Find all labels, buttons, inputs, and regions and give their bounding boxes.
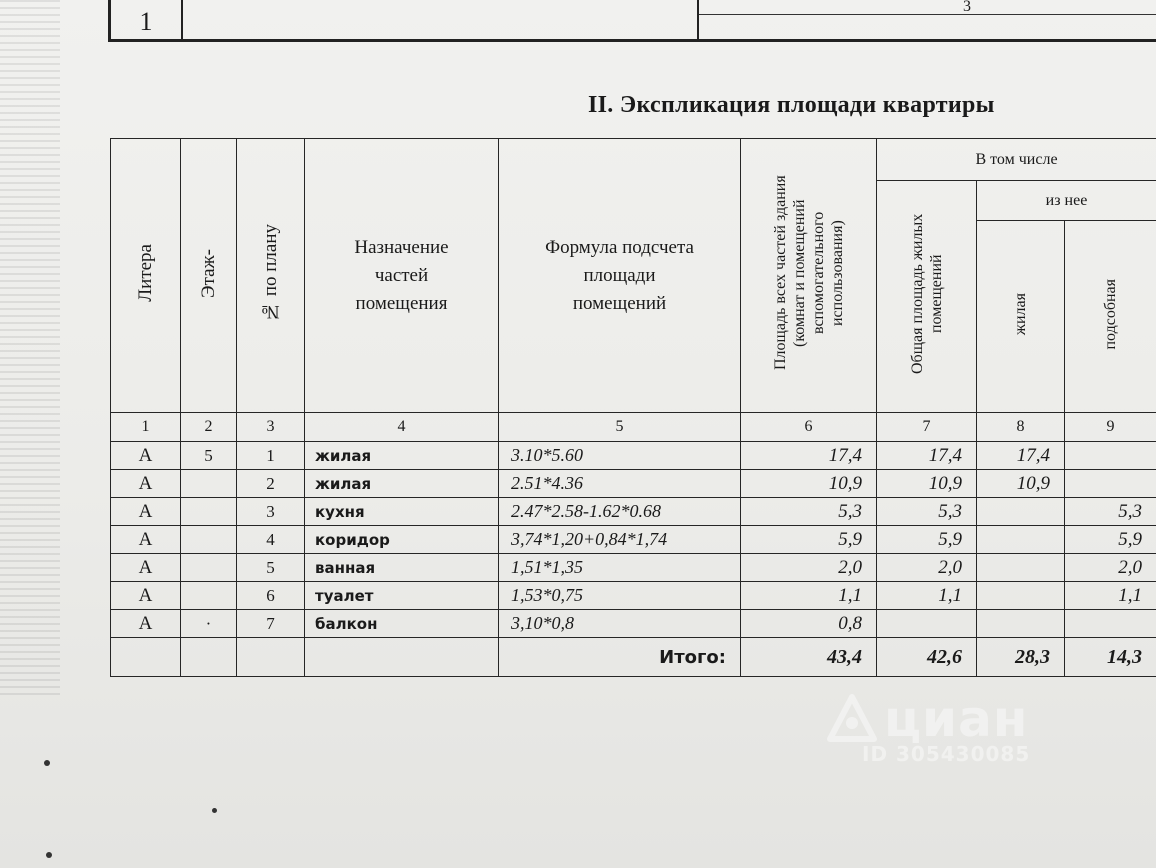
cell-living [977, 582, 1065, 610]
previous-table-fragment [108, 0, 1156, 42]
cell-aux [1065, 610, 1156, 638]
cell-floor [181, 470, 237, 498]
cell-floor [181, 526, 237, 554]
cell-living-total: 2,0 [877, 554, 977, 582]
cell-formula: 3,10*0,8 [499, 610, 741, 638]
table-row [111, 554, 1156, 582]
cell-plan: 4 [237, 526, 305, 554]
watermark-id: ID 305430085 [862, 742, 1031, 766]
table-row [111, 470, 1156, 498]
header-row-1 [111, 139, 1156, 181]
col-number: 9 [1065, 413, 1156, 442]
header-total-area: Площадь всех частей здания (комнат и помещений вспомогательного использования) [741, 139, 877, 413]
cell-living: 17,4 [977, 442, 1065, 470]
total-empty-cell [305, 638, 499, 677]
section-title: II. Экспликация площади квартиры [588, 92, 995, 118]
col-number: 1 [111, 413, 181, 442]
cell-area: 5,9 [741, 526, 877, 554]
cell-litera: А [111, 470, 181, 498]
cell-litera: А [111, 442, 181, 470]
cell-formula: 2.47*2.58-1.62*0.68 [499, 498, 741, 526]
cell-purpose: коридор [305, 526, 499, 554]
cell-aux: 2,0 [1065, 554, 1156, 582]
cell-living-total: 10,9 [877, 470, 977, 498]
cell-area: 0,8 [741, 610, 877, 638]
previous-table-col1: 1 [111, 0, 183, 39]
cell-purpose: кухня [305, 498, 499, 526]
explication-table [110, 138, 1156, 677]
header-living-total: Общая площадь жилых помещений [877, 181, 977, 413]
cell-plan: 2 [237, 470, 305, 498]
table-row [111, 442, 1156, 470]
col-number: 7 [877, 413, 977, 442]
cell-living [977, 526, 1065, 554]
header-floor: Этаж- [181, 139, 237, 413]
total-living: 28,3 [977, 638, 1065, 677]
total-empty-cell [181, 638, 237, 677]
scan-speck [212, 808, 217, 813]
header-including: В том числе [877, 139, 1156, 181]
cell-plan: 1 [237, 442, 305, 470]
cian-logo-icon [826, 693, 878, 745]
cell-floor: · [181, 610, 237, 638]
scan-speck [46, 852, 52, 858]
cell-litera: А [111, 498, 181, 526]
cell-floor: 5 [181, 442, 237, 470]
cell-area: 17,4 [741, 442, 877, 470]
cell-formula: 3.10*5.60 [499, 442, 741, 470]
total-aux: 14,3 [1065, 638, 1156, 677]
cell-living-total: 5,3 [877, 498, 977, 526]
cell-litera: А [111, 582, 181, 610]
table-row [111, 610, 1156, 638]
total-empty-cell [111, 638, 181, 677]
cell-living-total: 5,9 [877, 526, 977, 554]
table-row [111, 498, 1156, 526]
total-area: 43,4 [741, 638, 877, 677]
cell-living-total: 17,4 [877, 442, 977, 470]
previous-table-col2 [183, 0, 699, 39]
cell-purpose: жилая [305, 442, 499, 470]
cell-area: 5,3 [741, 498, 877, 526]
cell-purpose: балкон [305, 610, 499, 638]
col-number: 2 [181, 413, 237, 442]
total-row [111, 638, 1156, 677]
previous-table-col3-number: 3 [963, 0, 971, 15]
watermark-brand: циан [884, 690, 1029, 748]
cell-formula: 1,53*0,75 [499, 582, 741, 610]
header-of-it: из нее [977, 181, 1156, 221]
cell-plan: 3 [237, 498, 305, 526]
cell-aux: 5,3 [1065, 498, 1156, 526]
cell-aux: 1,1 [1065, 582, 1156, 610]
cell-living [977, 498, 1065, 526]
cell-formula: 1,51*1,35 [499, 554, 741, 582]
cell-litera: А [111, 610, 181, 638]
total-living-total: 42,6 [877, 638, 977, 677]
scan-speck [44, 760, 50, 766]
scan-edge-marks [0, 0, 60, 700]
cell-litera: А [111, 526, 181, 554]
cell-area: 10,9 [741, 470, 877, 498]
cell-purpose: туалет [305, 582, 499, 610]
col-number: 6 [741, 413, 877, 442]
col-number: 5 [499, 413, 741, 442]
header-living: жилая [977, 221, 1065, 413]
cell-formula: 2.51*4.36 [499, 470, 741, 498]
header-formula: Формула подсчета площади помещений [499, 139, 741, 413]
cell-area: 1,1 [741, 582, 877, 610]
cell-floor [181, 498, 237, 526]
total-label: Итого: [499, 638, 741, 677]
cian-watermark [826, 690, 1030, 766]
cell-plan: 6 [237, 582, 305, 610]
header-purpose: Назначение частей помещения [305, 139, 499, 413]
cell-aux: 5,9 [1065, 526, 1156, 554]
cell-aux [1065, 442, 1156, 470]
cell-living-total [877, 610, 977, 638]
previous-table-col3 [699, 0, 1156, 39]
col-number: 4 [305, 413, 499, 442]
cell-plan: 7 [237, 610, 305, 638]
table-row [111, 526, 1156, 554]
total-empty-cell [237, 638, 305, 677]
watermark-logo [826, 690, 1030, 748]
cell-living [977, 610, 1065, 638]
table-row [111, 582, 1156, 610]
cell-living [977, 554, 1065, 582]
cell-formula: 3,74*1,20+0,84*1,74 [499, 526, 741, 554]
header-plan-no: № по плану [237, 139, 305, 413]
cell-purpose: жилая [305, 470, 499, 498]
cell-floor [181, 582, 237, 610]
cell-area: 2,0 [741, 554, 877, 582]
column-number-row [111, 413, 1156, 442]
header-auxiliary: подсобная [1065, 221, 1156, 413]
col-number: 3 [237, 413, 305, 442]
col-number: 8 [977, 413, 1065, 442]
cell-plan: 5 [237, 554, 305, 582]
cell-litera: А [111, 554, 181, 582]
cell-living-total: 1,1 [877, 582, 977, 610]
cell-living: 10,9 [977, 470, 1065, 498]
cell-purpose: ванная [305, 554, 499, 582]
cell-aux [1065, 470, 1156, 498]
cell-floor [181, 554, 237, 582]
header-litera: Литера [111, 139, 181, 413]
